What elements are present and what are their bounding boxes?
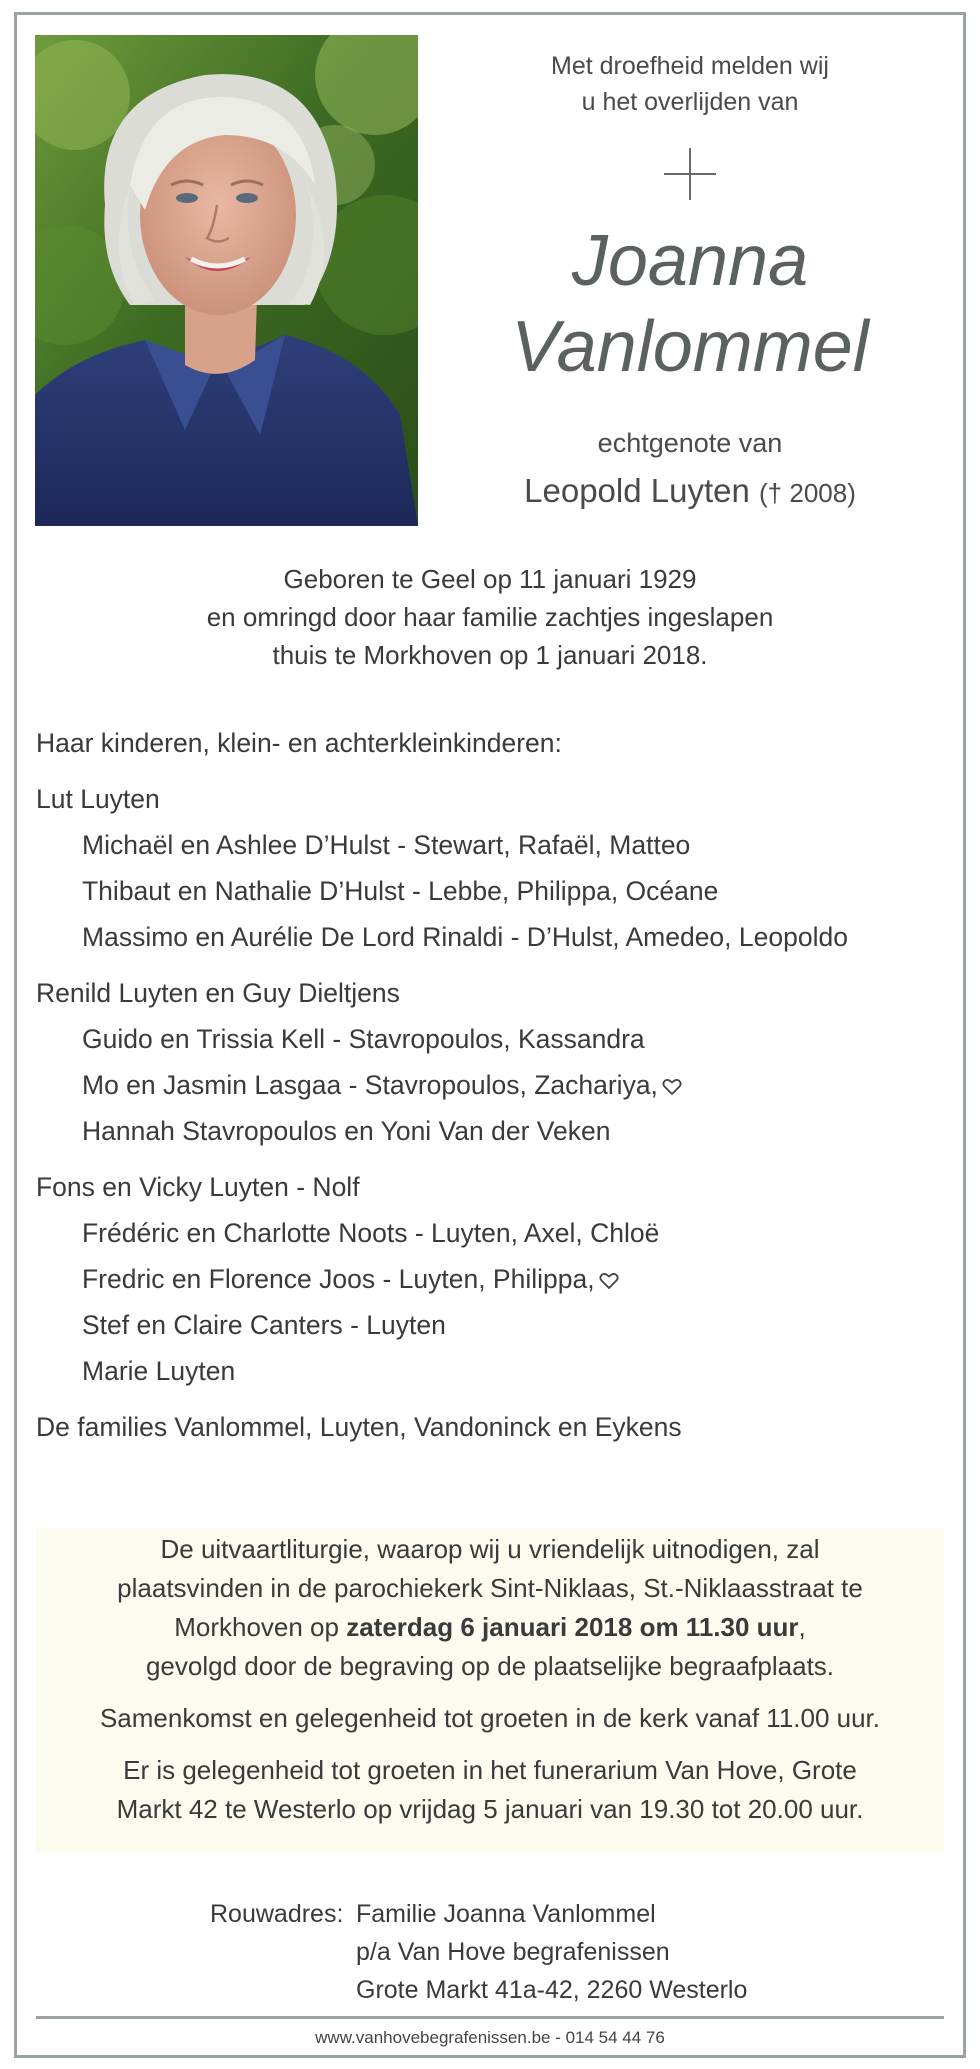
heart-icon (662, 1078, 682, 1096)
footer-contact: www.vanhovebegrafenissen.be - 014 54 44 76 (315, 2028, 665, 2047)
family-child: Michaël en Ashlee D’Hulst - Stewart, Rafaël, Matteo (82, 830, 691, 860)
service-line-4: gevolgd door de begraving op de plaatselijke begraafplaats. (145, 1651, 835, 1681)
family-group (36, 776, 956, 960)
address-line-3: Grote Markt 41a-42, 2260 Westerlo (356, 1976, 748, 2004)
family-child: Hannah Stavropoulos en Yoni Van der Veken (82, 1116, 611, 1146)
deceased-first-name: Joanna (571, 221, 809, 301)
address-label: Rouwadres: (210, 1900, 344, 1928)
birth-death-text (40, 560, 940, 674)
birth-line-1: Geboren te Geel op 11 januari 1929 (283, 564, 697, 594)
service-line-3-post: , (798, 1612, 806, 1642)
family-child: Stef en Claire Canters - Luyten (82, 1310, 446, 1340)
family-closing: De families Vanlommel, Luyten, Vandoninck en Eykens (36, 1412, 682, 1442)
family-child (36, 1062, 956, 1108)
address-line-2: p/a Van Hove begrafenissen (356, 1938, 670, 1966)
deceased-name (450, 218, 930, 390)
visitation-line-1: Er is gelegenheid tot groeten in het funerarium Van Hove, Grote (123, 1755, 857, 1785)
funeral-service-info (36, 1528, 944, 1853)
service-paragraph (36, 1528, 944, 1686)
family-list (36, 720, 956, 1450)
intro-line-1: Met droefheid melden wij (551, 52, 829, 80)
service-line-2: plaatsvinden in de parochiekerk Sint-Niklaas, St.-Niklaasstraat te (117, 1573, 863, 1603)
intro-text (450, 48, 930, 120)
service-line-3-pre: Morkhoven op (174, 1612, 347, 1642)
family-heading: Haar kinderen, klein- en achterkleinkinderen: (36, 728, 562, 758)
heart-icon (599, 1272, 619, 1290)
spouse-line (450, 472, 930, 510)
family-child (36, 1256, 956, 1302)
spouse-label: echtgenote van (597, 428, 783, 458)
family-child: Massimo en Aurélie De Lord Rinaldi - D’Hulst, Amedeo, Leopoldo (82, 922, 848, 952)
family-parent: Fons en Vicky Luyten - Nolf (36, 1172, 360, 1202)
family-child-text: Fredric en Florence Joos - Luyten, Philippa, (82, 1264, 595, 1294)
family-group (36, 970, 956, 1154)
cross-icon (664, 148, 716, 200)
spouse-name: Leopold Luyten (524, 472, 750, 509)
family-child: Thibaut en Nathalie D’Hulst - Lebbe, Philippa, Océane (82, 876, 719, 906)
family-parent: Renild Luyten en Guy Dieltjens (36, 978, 400, 1008)
deceased-last-name: Vanlommel (511, 307, 869, 387)
footer-divider (36, 2016, 944, 2019)
visitation-info (36, 1751, 944, 1829)
family-child-text: Mo en Jasmin Lasgaa - Stavropoulos, Zachariya, (82, 1070, 658, 1100)
birth-line-2: en omringd door haar familie zachtjes ingeslapen (206, 602, 774, 632)
family-parent: Lut Luyten (36, 784, 160, 814)
service-line-1: De uitvaartliturgie, waarop wij u vriendelijk uitnodigen, zal (160, 1534, 820, 1564)
gathering-info: Samenkomst en gelegenheid tot groeten in de kerk vanaf 11.00 uur. (99, 1703, 881, 1733)
family-child: Frédéric en Charlotte Noots - Luyten, Axel, Chloë (82, 1218, 660, 1248)
address-line-1: Familie Joanna Vanlommel (356, 1900, 656, 1928)
service-date-time: zaterdag 6 januari 2018 om 11.30 uur (346, 1612, 799, 1642)
portrait-photo (35, 35, 418, 526)
mourning-address (210, 1895, 747, 2009)
spouse-death-note: († 2008) (759, 478, 856, 508)
family-child: Marie Luyten (82, 1356, 236, 1386)
birth-line-3: thuis te Morkhoven op 1 januari 2018. (272, 640, 708, 670)
visitation-line-2: Markt 42 te Westerlo op vrijdag 5 januari van 19.30 tot 20.00 uur. (116, 1794, 864, 1824)
family-group (36, 1164, 956, 1394)
intro-line-2: u het overlijden van (581, 88, 799, 116)
family-child: Guido en Trissia Kell - Stavropoulos, Kassandra (82, 1024, 645, 1054)
